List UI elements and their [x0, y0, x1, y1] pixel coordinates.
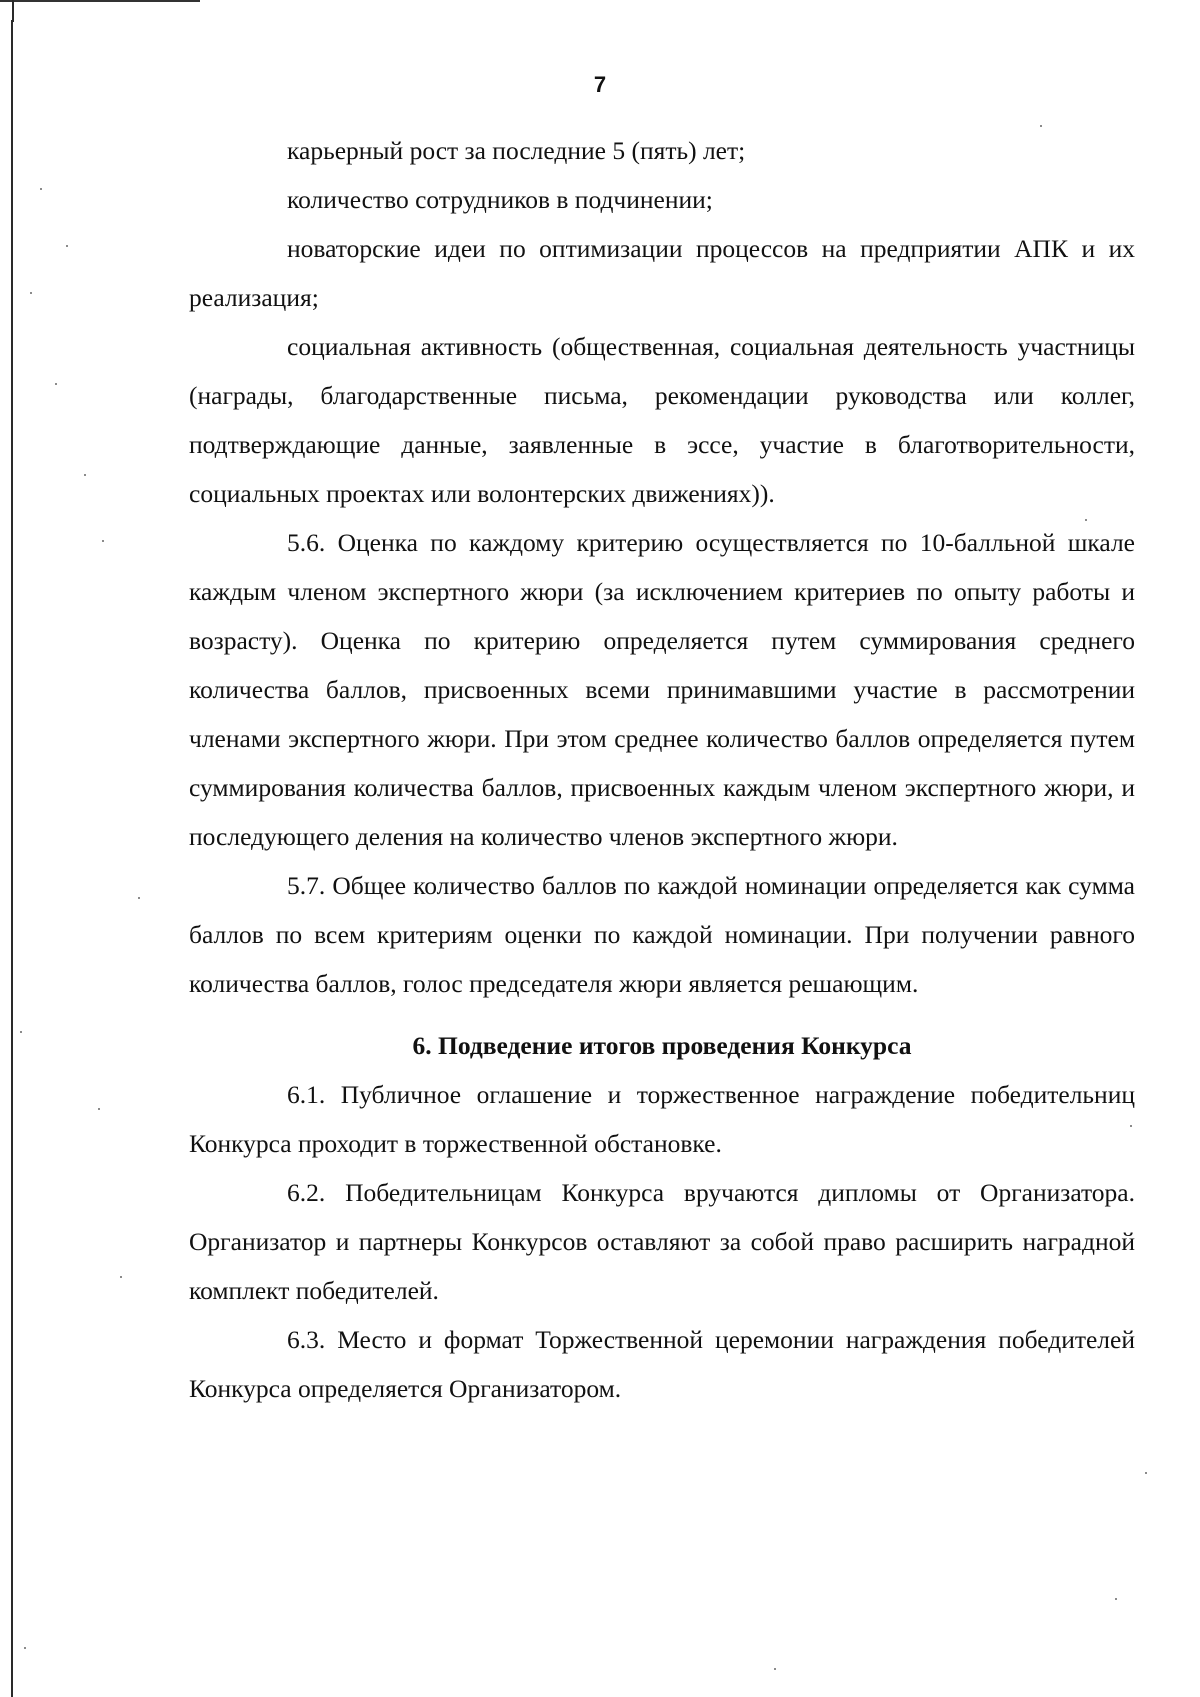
scan-speck [1130, 1125, 1132, 1127]
section-heading: 6. Подведение итогов проведения Конкурса [412, 1031, 912, 1060]
paragraph: 5.7. Общее количество баллов по каждой номинации определяется как сумма баллов по всем критериям оценки по каждой номинации. При получении равного количества баллов, голос председателя жюри является решающим. [189, 871, 1135, 998]
scan-speck [138, 897, 140, 899]
document-body [189, 126, 1135, 1413]
paragraph: количество сотрудников в подчинении; [287, 185, 713, 214]
scan-speck [774, 1668, 776, 1670]
scan-edge-top [0, 0, 200, 2]
scan-speck [55, 383, 57, 385]
paragraph: 6.2. Победительницам Конкурса вручаются дипломы от Организатора. Организатор и партнеры Конкурсов оставляют за собой право расширить наградной комплект победителей. [189, 1178, 1135, 1305]
scan-speck [1085, 519, 1087, 521]
scan-speck [84, 474, 86, 476]
scan-speck [30, 292, 32, 294]
paragraph: 5.6. Оценка по каждому критерию осуществляется по 10-балльной шкале каждым членом экспертного жюри (за исключением критериев по опыту работы и возрасту). Оценка по критерию определяется путем суммирования среднего количества баллов, присвоенных всеми принимавшими участие в рассмотрении членами экспертного жюри. При этом среднее количество баллов определяется путем суммирования количества баллов, присвоенных каждым членом экспертного жюри, и последующего деления на количество членов экспертного жюри. [189, 528, 1135, 851]
scan-speck [20, 1031, 22, 1033]
paragraph: социальная активность (общественная, социальная деятельность участницы (награды, благодарственные письма, рекомендации руководства или коллег, подтверждающие данные, заявленные в эссе, участие в благотворительности, социальных проектах или волонтерских движениях)). [189, 332, 1135, 508]
scan-speck [120, 1276, 122, 1278]
scan-speck [1040, 125, 1042, 127]
scan-speck [66, 245, 68, 247]
paragraph: 6.3. Место и формат Торжественной церемонии награждения победителей Конкурса определяется Организатором. [189, 1325, 1135, 1403]
scan-speck [1145, 1472, 1147, 1474]
paragraph: карьерный рост за последние 5 (пять) лет; [287, 136, 746, 165]
paragraph: 6.1. Публичное оглашение и торжественное награждение победительниц Конкурса проходит в торжественной обстановке. [189, 1080, 1135, 1158]
scan-speck [24, 1647, 26, 1649]
scan-speck [98, 1108, 100, 1110]
scan-speck [102, 540, 104, 542]
scan-edge-left [11, 20, 13, 1697]
scan-speck [40, 188, 42, 190]
scan-edge-corner [0, 0, 14, 22]
paragraph: новаторские идеи по оптимизации процессов на предприятии АПК и их реализация; [189, 234, 1135, 312]
page-number: 7 [593, 72, 607, 97]
scan-speck [1115, 1598, 1117, 1600]
